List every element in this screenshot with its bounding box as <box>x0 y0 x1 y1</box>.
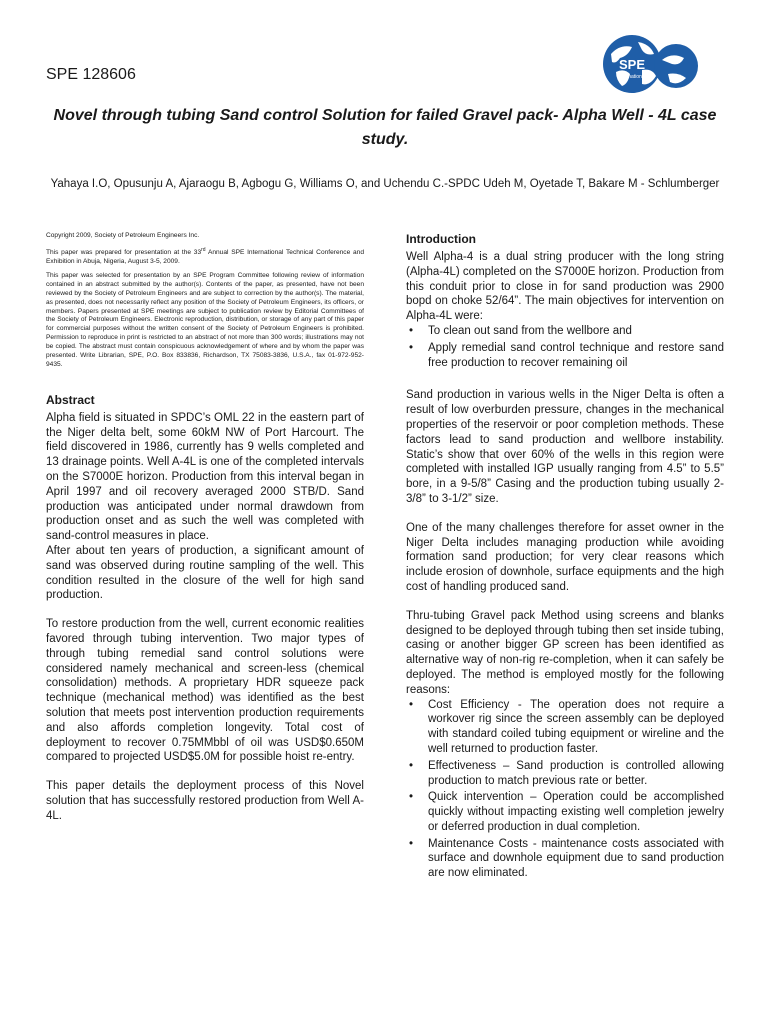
svg-text:SPE: SPE <box>618 57 646 72</box>
list-item: • Effectiveness – Sand production is controlled allowing production to match previous rate or better. <box>409 759 724 787</box>
left-column <box>46 232 364 824</box>
abstract-paragraph: After about ten years of production, a significant amount of sand was observed during routine sampling of the well. This condition resulted in the closure of the well for high sand production. <box>46 545 364 602</box>
reasons-list <box>406 698 724 882</box>
paper-id: SPE 128606 <box>46 66 136 83</box>
right-column <box>406 232 724 883</box>
abstract-paragraph: This paper details the deployment process of this Novel solution that has successfully restored production from Well A-4L. <box>46 780 364 822</box>
copyright-line: Copyright 2009, Society of Petroleum Engineers Inc. <box>46 232 200 239</box>
list-item: • Maintenance Costs - maintenance costs associated with surface and downhole equipment due to sand production are now eliminated. <box>409 837 724 880</box>
copyright-notice: This paper was selected for presentation by an SPE Program Committee following review of information contained in an abstract submitted by the author(s). Contents of the paper, as presented, have not been reviewed by the Society of Petroleum Engineers and are subject to correction by the author(s). The material, as presented, does not necessarily reflect any position of the Society of Petroleum Engineers, its officers, or members. Papers presented at SPE meetings are subject to publication review by Editorial Committees of the Society of Petroleum Engineers. Electronic reproduction, distribution, or storage of any part of this paper for commercial purposes without the written consent of the Society of Petroleum Engineers is prohibited. Permission to reproduce in print is restricted to an abstract of not more than 300 words; illustrations may not be copied. The abstract must contain conspicuous acknowledgement of where and by whom the paper was presented. Write Librarian, SPE, P.O. Box 833836, Richardson, TX 75083-3836, U.S.A., fax 01-972-952-9435. <box>46 271 364 368</box>
abstract-paragraph: To restore production from the well, current economic realities favored through tubing intervention. Two major types of through tubing remedial sand control solutions were considered namely mechanical and screen-less (chemical consolidation) methods. A proprietary HDR squeeze pack technique (mechanical method) was identified as the best solution that meets post intervention production requirements and also affords completion longevity. Total cost of deployment to recover 0.75MMbbl of oil was USD$0.650M compared to projected USD$5.0M for possible hoist re-entry. <box>46 618 364 764</box>
spe-logo <box>602 34 698 94</box>
objectives-list <box>406 324 724 370</box>
svg-text:International: International <box>618 74 646 80</box>
intro-paragraph: Thru-tubing Gravel pack Method using screens and blanks designed to be deployed through tubing then set inside tubing, casing or another bigger GP screen has been identified as alternative way of non-rig re-completion, when it can safely be deployed. The method is employed mostly for the following reasons: <box>406 609 724 696</box>
list-item: • To clean out sand from the wellbore and <box>409 324 632 337</box>
intro-paragraph: One of the many challenges therefore for asset owner in the Niger Delta includes managing production while avoiding formation sand production; for very clear reasons which include erosion of downhole, surface equipments and the high cost of handling produced sand. <box>406 521 724 593</box>
list-item: • Cost Efficiency - The operation does not require a workover rig since the screen assembly can be deployed with standard coiled tubing equipment or wireline and the well returned to production faster. <box>409 698 724 755</box>
introduction-heading: Introduction <box>406 232 476 246</box>
intro-paragraph: Well Alpha-4 is a dual string producer with the long string (Alpha-4L) completed on the S7000E horizon. Production from this conduit prior to close in for sand production was 2900 bopd on choke 52/64”. The main objectives for intervention on Alpha-4L were: <box>406 251 724 323</box>
abstract-paragraph: Alpha field is situated in SPDC’s OML 22 in the eastern part of the Niger delta belt, some 60kM NW of Port Harcourt. The field discovered in 1986, currently has 9 wells completed and 13 drainage points. Well A-4L is one of the completed intervals on the S7000E horizon. Production from this interval began in April 1997 and oil recovery averaged 2000 STB/D. Sand production was anticipated under normal drawdown from production onset and as such the well was completed with sand-control measures in place. <box>46 411 364 543</box>
list-item: • Apply remedial sand control technique and restore sand free production to recover remaining oil <box>409 341 724 369</box>
author-list: Yahaya I.O, Opusunju A, Ajaraogu B, Agbogu G, Williams O, and Uchendu C.-SPDC Udeh M, Oyetade T, Bakare M - Schlumberger <box>50 178 720 190</box>
conference-note: This paper was prepared for presentation at the 33rd Annual SPE International Technical Conference and Exhibition in Abuja, Nigeria, August 3-5, 2009. <box>46 246 364 265</box>
paper-title: Novel through tubing Sand control Solution for failed Gravel pack- Alpha Well - 4L case study. <box>53 107 717 148</box>
list-item: • Quick intervention – Operation could be accomplished quickly without impacting existing well completion jewelry or deferred production in dual completion. <box>409 791 724 833</box>
intro-paragraph: Sand production in various wells in the Niger Delta is often a result of low overburden pressure, changes in the mechanical properties of the reservoir or poor completion methods. These factors lead to sand production and wellbore instability. Static’s show that over 60% of the wells in this region were completed with installed IGP usually ranging from 4.5” to 5.5” bore, in a 9-5/8” Casing and the production tubing usually 2-3/8” to 3-1/2” size. <box>406 389 724 505</box>
abstract-heading: Abstract <box>46 392 95 407</box>
